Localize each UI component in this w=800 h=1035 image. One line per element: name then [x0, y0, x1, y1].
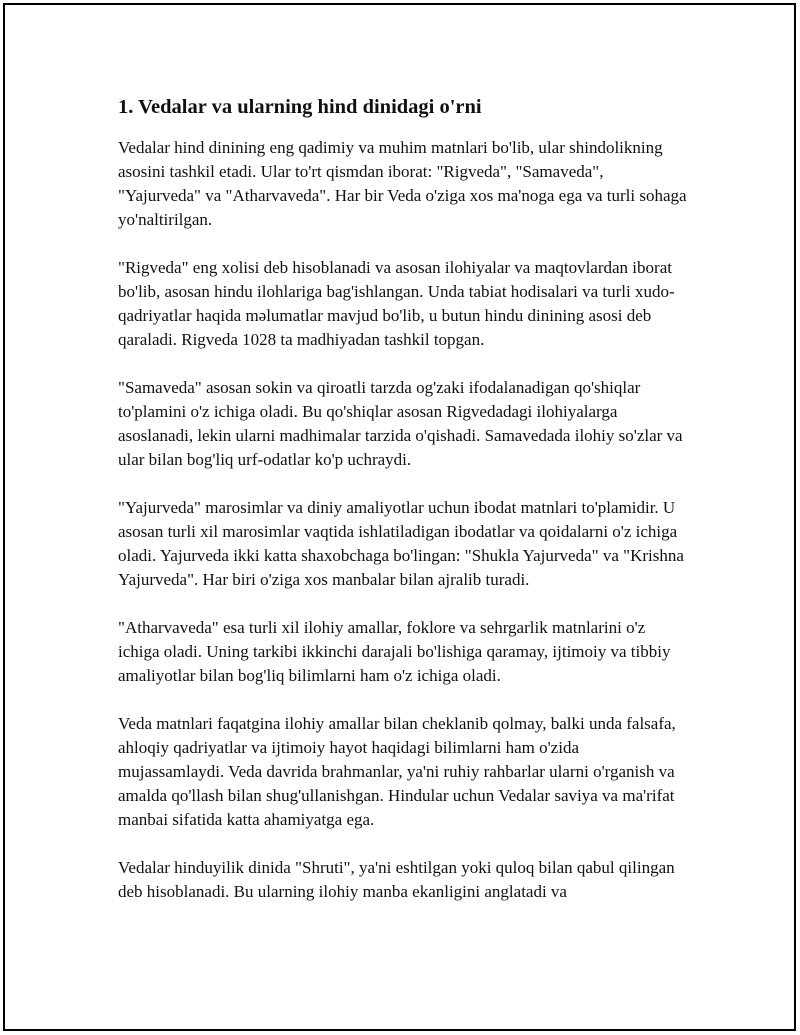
document-body [118, 94, 688, 904]
paragraph-atharvaveda: "Atharvaveda" esa turli xil ilohiy amallar, foklore va sehrgarlik matnlarini o'z ichiga oladi. Uning tarkibi ikkinchi darajali bo'lishiga qaramay, ijtimoiy va tibbiy amaliyotlar bilan bog'liq bilimlarni ham o'z ichiga oladi. [118, 618, 671, 685]
paragraph-vedas-intro: Vedalar hind dinining eng qadimiy va muhim matnlari bo'lib, ular shindolikning asosini tashkil etadi. Ular to'rt qismdan iborat: "Rigveda", "Samaveda", "Yajurveda" va "Atharvaveda". Har bir Veda o'ziga xos ma'noga ega va turli sohaga yo'naltirilgan. [118, 138, 687, 229]
paragraph-rigveda: "Rigveda" eng xolisi deb hisoblanadi va asosan ilohiyalar va maqtovlardan iborat bo'lib, asosan hindu ilohlariga bag'ishlangan. Unda tabiat hodisalari va turli xudo-qadriyatlar haqida məlumatlar mavjud bo'lib, u butun hindu dinining asosi deb qaraladi. Rigveda 1028 ta madhiyadan tashkil topgan. [118, 258, 675, 349]
paragraph-samaveda: "Samaveda" asosan sokin va qiroatli tarzda og'zaki ifodalanadigan qo'shiqlar to'plamini o'z ichiga oladi. Bu qo'shiqlar asosan Rigvedadagi ilohiyalarga asoslanadi, lekin ularni madhimalar tarzida o'qishadi. Samavedada ilohiy so'zlar va ular bilan bog'liq urf-odatlar ko'p uchraydi. [118, 378, 683, 469]
section-heading: 1. Vedalar va ularning hind dinidagi o'rni [118, 96, 482, 118]
paragraph-shruti: Vedalar hinduyilik dinida "Shruti", ya'ni eshtilgan yoki quloq bilan qabul qilingan deb hisoblanadi. Bu ularning ilohiy manba ekanligini anglatadi va [118, 858, 675, 901]
paragraph-veda-texts: Veda matnlari faqatgina ilohiy amallar bilan cheklanib qolmay, balki unda falsafa, ahloqiy qadriyatlar va ijtimoiy hayot haqidagi bilimlarni ham o'zida mujassamlaydi. Veda davrida brahmanlar, ya'ni ruhiy rahbarlar ularni o'rganish va amalda qo'llash bilan shug'ullanishgan. Hindular uchun Vedalar saviya va ma'rifat manbai sifatida katta ahamiyatga ega. [118, 714, 676, 829]
paragraph-yajurveda: "Yajurveda" marosimlar va diniy amaliyotlar uchun ibodat matnlari to'plamidir. U asosan turli xil marosimlar vaqtida ishlatiladigan ibodatlar va qoidalarni o'z ichiga oladi. Yajurveda ikki katta shaxobchaga bo'lingan: "Shukla Yajurveda" va "Krishna Yajurveda". Har biri o'ziga xos manbalar bilan ajralib turadi. [118, 498, 684, 589]
